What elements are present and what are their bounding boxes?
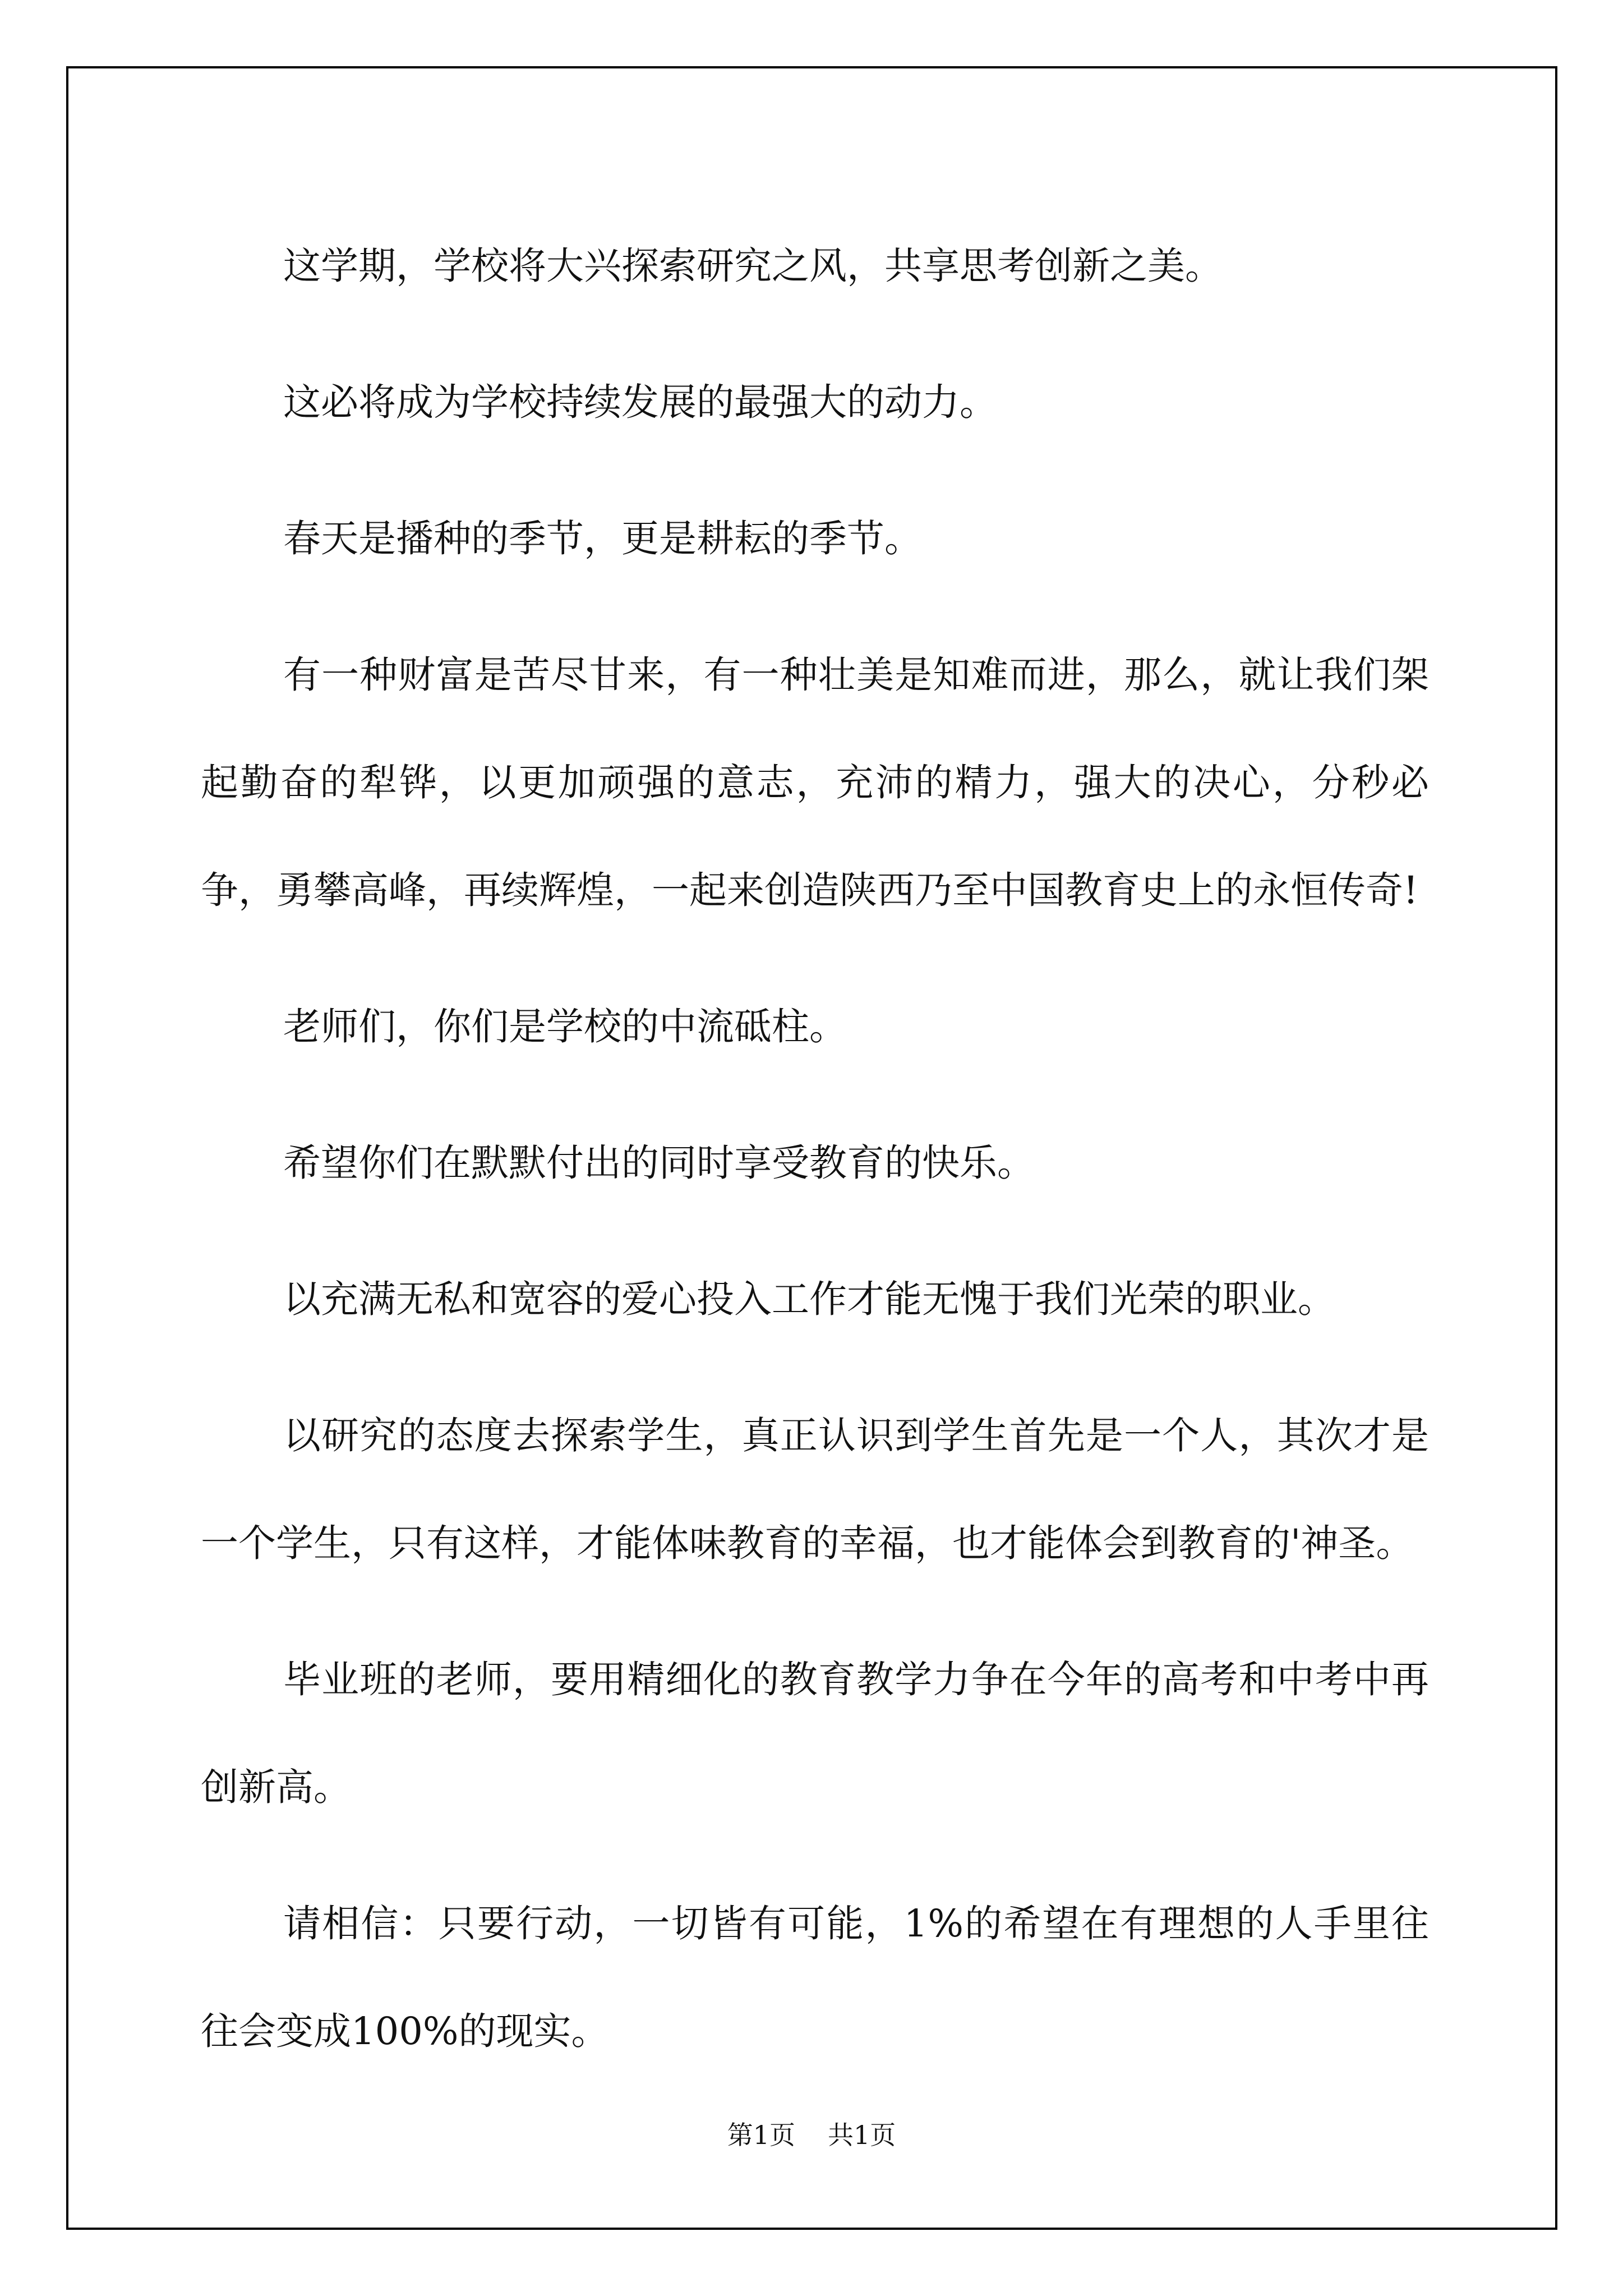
paragraph: 以充满无私和宽容的爱心投入工作才能无愧于我们光荣的职业。 [283,1277,1335,1321]
page-number: 第1页 [727,2120,795,2150]
paragraph: 老师们，你们是学校的中流砥柱。 [283,1005,847,1048]
paragraph: 以研究的态度去探索学生，真正认识到学生首先是一个人，其次才是一个学生，只有这样，才能体味教育的幸福，也才能体会到教育的'神圣。 [201,1414,1429,1565]
paragraph: 请相信：只要行动，一切皆有可能，1%的希望在有理想的人手里往往会变成100%的现实。 [201,1902,1429,2053]
paragraph: 春天是播种的季节，更是耕耘的季节。 [283,517,922,560]
document-body [201,212,1429,2114]
paragraph: 希望你们在默默付出的同时享受教育的快乐。 [283,1141,1035,1185]
page-total: 共1页 [828,2120,896,2150]
paragraph: 这必将成为学校持续发展的最强大的动力。 [283,380,997,424]
paragraph: 有一种财富是苦尽甘来，有一种壮美是知难而进，那么，就让我们架起勤奋的犁铧，以更加顽强的意志，充沛的精力，强大的决心，分秒必争，勇攀高峰，再续辉煌，一起来创造陕西乃至中国教育史上的永恒传奇! [201,653,1429,912]
paragraph: 毕业班的老师，要用精细化的教育教学力争在今年的高考和中考中再创新高。 [201,1658,1429,1809]
page-footer [0,2115,1623,2152]
paragraph: 这学期，学校将大兴探索研究之风，共享思考创新之美。 [283,244,1223,288]
